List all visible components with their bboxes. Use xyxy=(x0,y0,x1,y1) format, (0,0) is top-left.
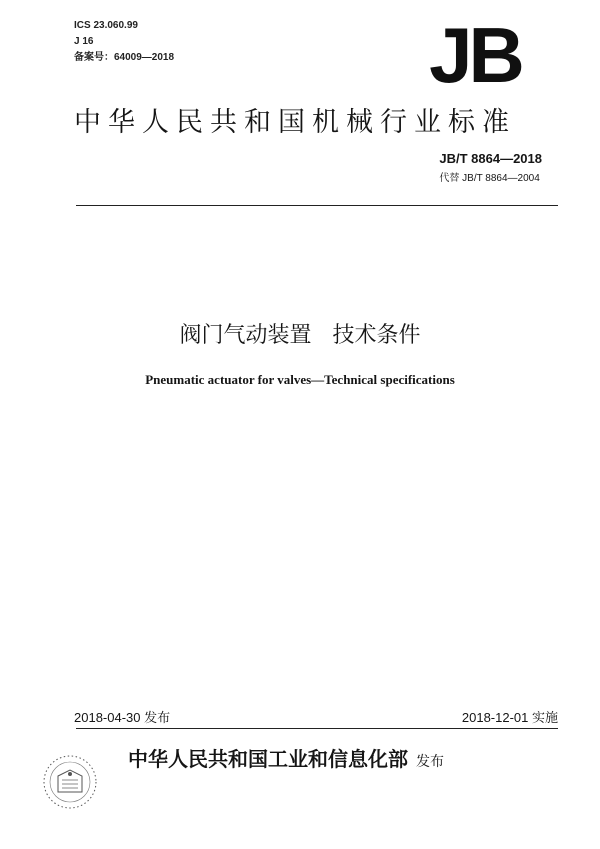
document-title-english: Pneumatic actuator for valves—Technical specifications xyxy=(145,372,455,387)
implementation-date: 2018-12-01 实施 xyxy=(461,710,558,725)
ministry-name: 中华人民共和国工业和信息化部 xyxy=(128,747,408,771)
record-number: 备案号：64009—2018 xyxy=(74,52,175,63)
bottom-divider xyxy=(76,728,558,729)
standard-number-block xyxy=(439,151,542,184)
ministry-seal-icon xyxy=(40,752,100,812)
replaces-standard: 代替 JB/T 8864—2004 xyxy=(439,173,540,184)
ics-code: ICS 23.060.99 xyxy=(74,20,138,31)
standard-number: JB/T 8864—2018 xyxy=(439,151,542,166)
document-title-chinese: 阀门气动装置 技术条件 xyxy=(179,323,421,348)
issuing-standard-title: 中华人民共和国机械行业标准 xyxy=(74,107,516,138)
issue-label: 发布 xyxy=(416,754,444,770)
category-code: J 16 xyxy=(74,36,94,47)
classification-block xyxy=(74,18,174,66)
top-divider xyxy=(76,205,558,206)
jb-logo: JB xyxy=(429,11,521,99)
issuing-ministry xyxy=(128,743,444,772)
issue-date: 2018-04-30 发布 xyxy=(74,710,171,725)
